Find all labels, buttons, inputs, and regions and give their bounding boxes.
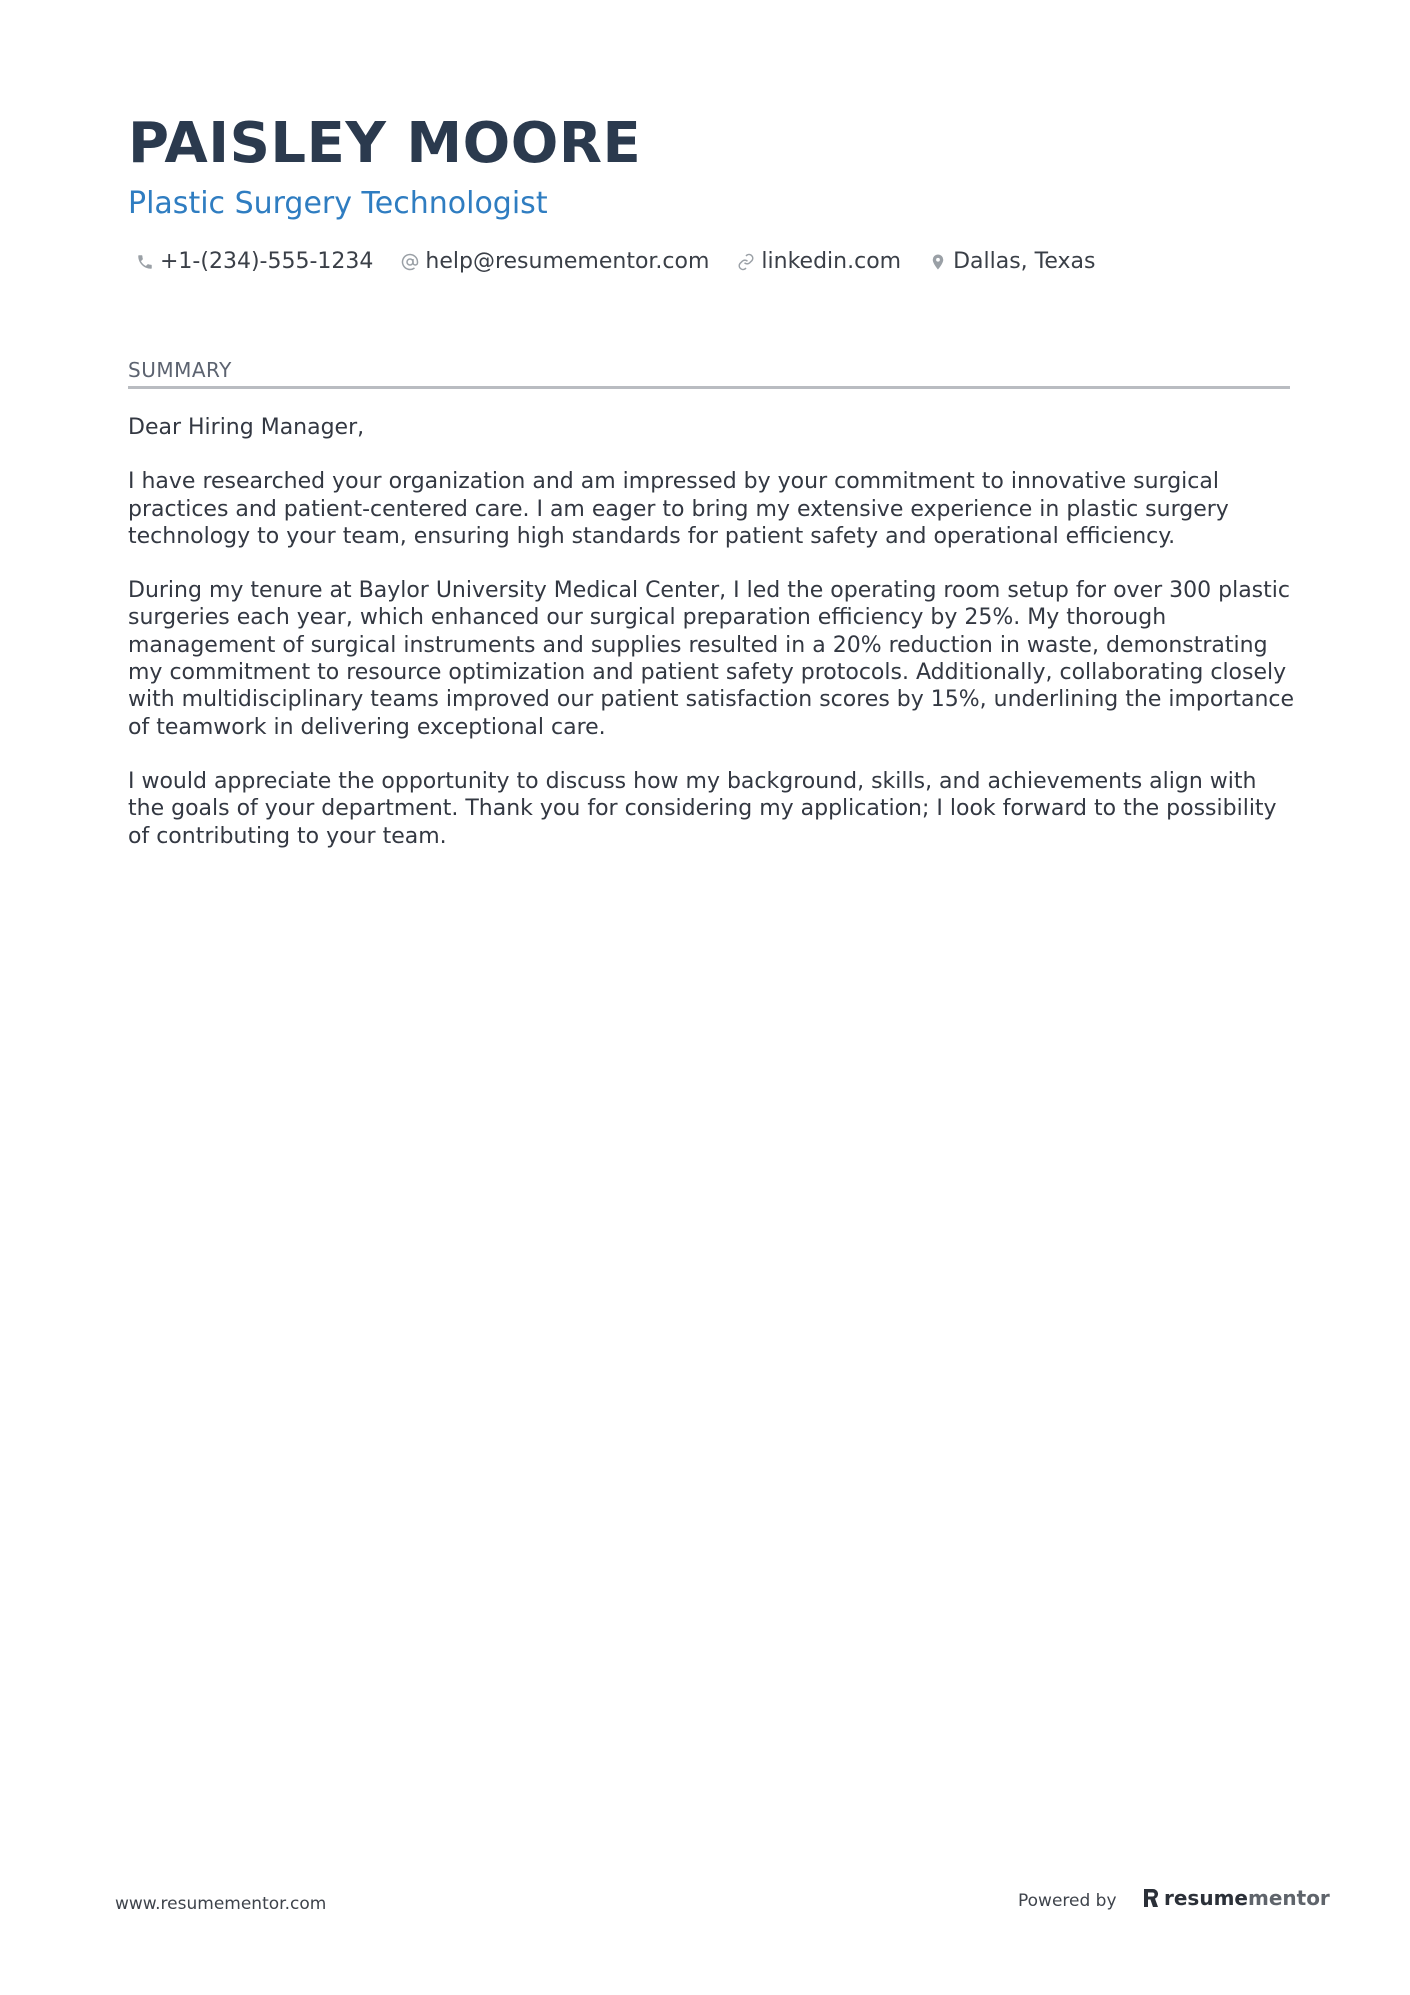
- candidate-name: PAISLEY MOORE: [128, 111, 642, 176]
- resumementor-logo-icon: [1142, 1887, 1160, 1909]
- contact-location: [929, 249, 1095, 274]
- summary-heading: SUMMARY: [128, 358, 1290, 389]
- job-title: Plastic Surgery Technologist: [128, 186, 548, 221]
- link-icon: [737, 252, 755, 270]
- location-text: Dallas, Texas: [953, 248, 1096, 274]
- phone-text: +1-(234)-555-1234: [160, 248, 374, 274]
- contact-phone: [136, 249, 373, 274]
- location-pin-icon: [929, 252, 947, 270]
- salutation: Dear Hiring Manager,: [128, 415, 365, 440]
- email-text: help@resumementor.com: [425, 248, 710, 274]
- brand-name-part1: resume: [1164, 1886, 1248, 1910]
- summary-paragraph: I would appreciate the opportunity to discuss how my background, skills, and achievements align with the goals of your department. Thank you for considering my application; I look forward to the possibility of contributing to your team.: [128, 768, 1277, 849]
- summary-paragraph: I have researched your organization and am impressed by your commitment to innovative surgical practices and patient-centered care. I am eager to bring my extensive experience in plastic surgery technology to your team, ensuring high standards for patient safety and operational efficiency.: [128, 469, 1229, 549]
- summary-body: [128, 414, 1298, 877]
- powered-by-label: Powered by: [1018, 1891, 1117, 1911]
- contact-linkedin[interactable]: [737, 249, 901, 274]
- contact-email[interactable]: [401, 249, 709, 274]
- linkedin-text: linkedin.com: [761, 248, 902, 274]
- footer-website-link[interactable]: www.resumementor.com: [115, 1894, 327, 1914]
- summary-paragraph: During my tenure at Baylor University Medical Center, I led the operating room setup for over 300 plastic surgeries each year, which enhanced our surgical preparation efficiency by 25%. My thorough management of surgical instruments and supplies resulted in a 20% reduction in waste, demonstrating my commitment to resource optimization and patient safety protocols. Additionally, collaborating closely with multidisciplinary teams improved our patient satisfaction scores by 15%, underlining the importance of teamwork in delivering exceptional care.: [128, 578, 1295, 740]
- phone-icon: [136, 252, 154, 270]
- resumementor-logo[interactable]: [1142, 1886, 1330, 1910]
- contact-bar: [136, 244, 1123, 278]
- at-icon: [401, 252, 419, 270]
- brand-name-part2: mentor: [1247, 1886, 1330, 1910]
